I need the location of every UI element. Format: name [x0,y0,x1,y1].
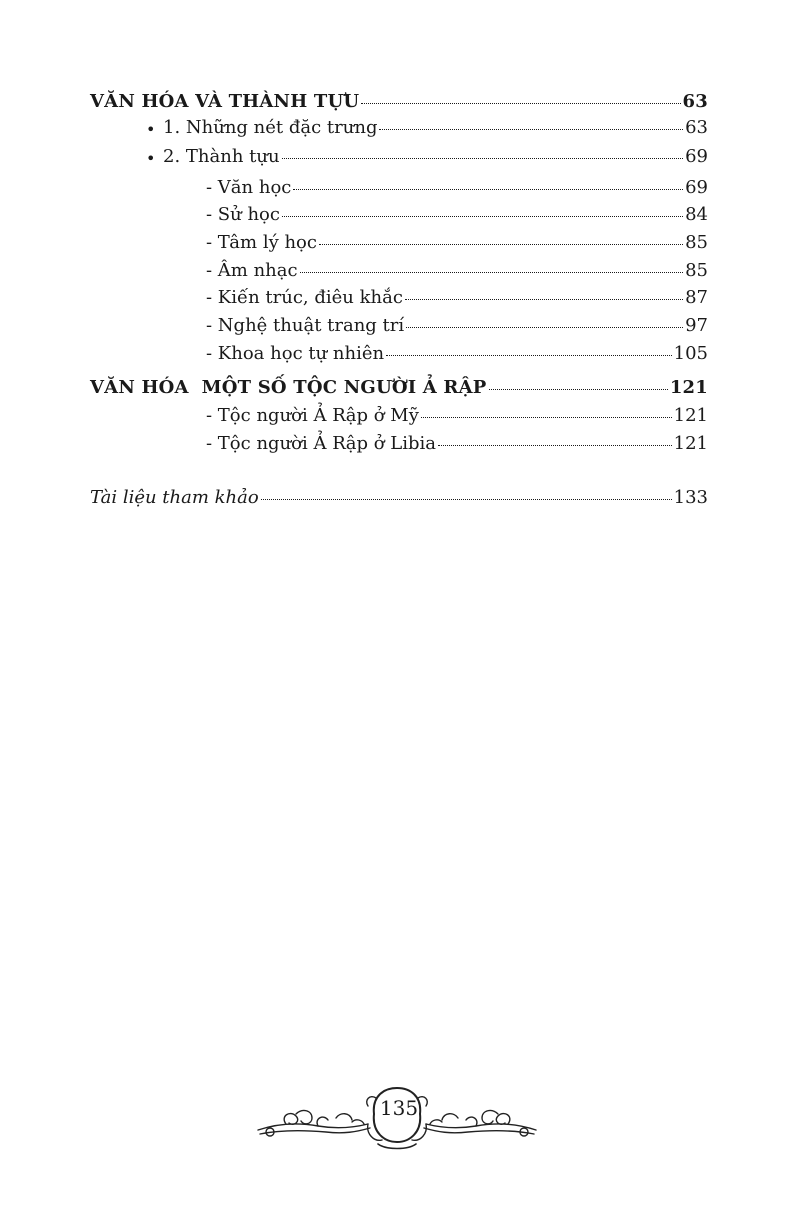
toc-leader-dots [489,389,668,390]
toc-section-title: VĂN HÓA MỘT SỐ TỘC NGƯỜI Ả RẬP [90,377,487,398]
toc-item-title: - Sử học [206,204,280,225]
toc-leader-dots [438,445,672,446]
bullet-icon: • [146,149,156,168]
toc-item-khoa-hoc-tu-nhien[interactable] [206,342,708,366]
toc-page-number: 121 [673,433,708,454]
toc-leader-dots [319,244,683,245]
toc-item-kien-truc[interactable] [206,286,708,310]
toc-leader-dots [282,216,683,217]
toc-item-title: - Kiến trúc, điêu khắc [206,287,403,308]
toc-page-number: 63 [682,91,708,112]
toc-leader-dots [361,103,680,104]
toc-leader-dots [261,499,672,500]
toc-item-title: - Âm nhạc [206,260,298,281]
toc-page-number: 69 [685,146,708,167]
toc-page-number: 133 [673,487,708,508]
toc-leader-dots [406,327,683,328]
toc-leader-dots [386,355,672,356]
toc-leader-dots [282,158,684,159]
toc-item-tam-ly-hoc[interactable] [206,231,708,255]
toc-leader-dots [405,299,683,300]
toc-page-number: 69 [685,177,708,198]
toc-page-number: 87 [685,287,708,308]
toc-page-number: 63 [685,117,708,138]
toc-item-title: - Khoa học tự nhiên [206,343,385,364]
toc-page-number: 121 [673,405,708,426]
toc-leader-dots [300,272,684,273]
page-number: 135 [379,1096,419,1120]
toc-references-title: Tài liệu tham khảo [90,487,259,508]
toc-page-number: 105 [673,343,708,364]
toc-item-a-rap-o-libia[interactable] [206,432,708,456]
toc-subsection-nhung-net-dac-trung[interactable] [163,116,708,140]
toc-page-number: 85 [685,232,708,253]
toc-subsection-title: 1. Những nét đặc trưng [163,117,378,138]
toc-page-number: 84 [685,204,708,225]
toc-item-title: - Nghệ thuật trang trí [206,315,405,336]
toc-item-a-rap-o-my[interactable] [206,404,708,428]
toc-item-title: - Tộc người Ả Rập ở Libia [206,433,437,454]
toc-item-title: - Văn học [206,177,292,198]
toc-page-number: 121 [669,377,708,398]
toc-item-title: - Tộc người Ả Rập ở Mỹ [206,405,419,426]
toc-subsection-title: 2. Thành tựu [163,146,280,167]
toc-leader-dots [293,189,683,190]
toc-section-toc-nguoi-a-rap[interactable] [90,376,708,400]
toc-item-nghe-thuat-trang-tri[interactable] [206,314,708,338]
toc-item-title: - Tâm lý học [206,232,317,253]
toc-item-am-nhac[interactable] [206,259,708,283]
toc-item-su-hoc[interactable] [206,203,708,227]
toc-references[interactable] [90,486,708,510]
toc-section-van-hoa-thanh-tuu[interactable] [90,90,708,114]
toc-leader-dots [379,129,683,130]
toc-page-number: 97 [685,315,708,336]
toc-item-van-hoc[interactable] [206,176,708,200]
toc-subsection-thanh-tuu[interactable] [163,145,708,169]
toc-leader-dots [421,417,672,418]
bullet-icon: • [146,120,156,139]
toc-section-title: VĂN HÓA VÀ THÀNH TỰU [90,91,360,112]
toc-page-number: 85 [685,260,708,281]
